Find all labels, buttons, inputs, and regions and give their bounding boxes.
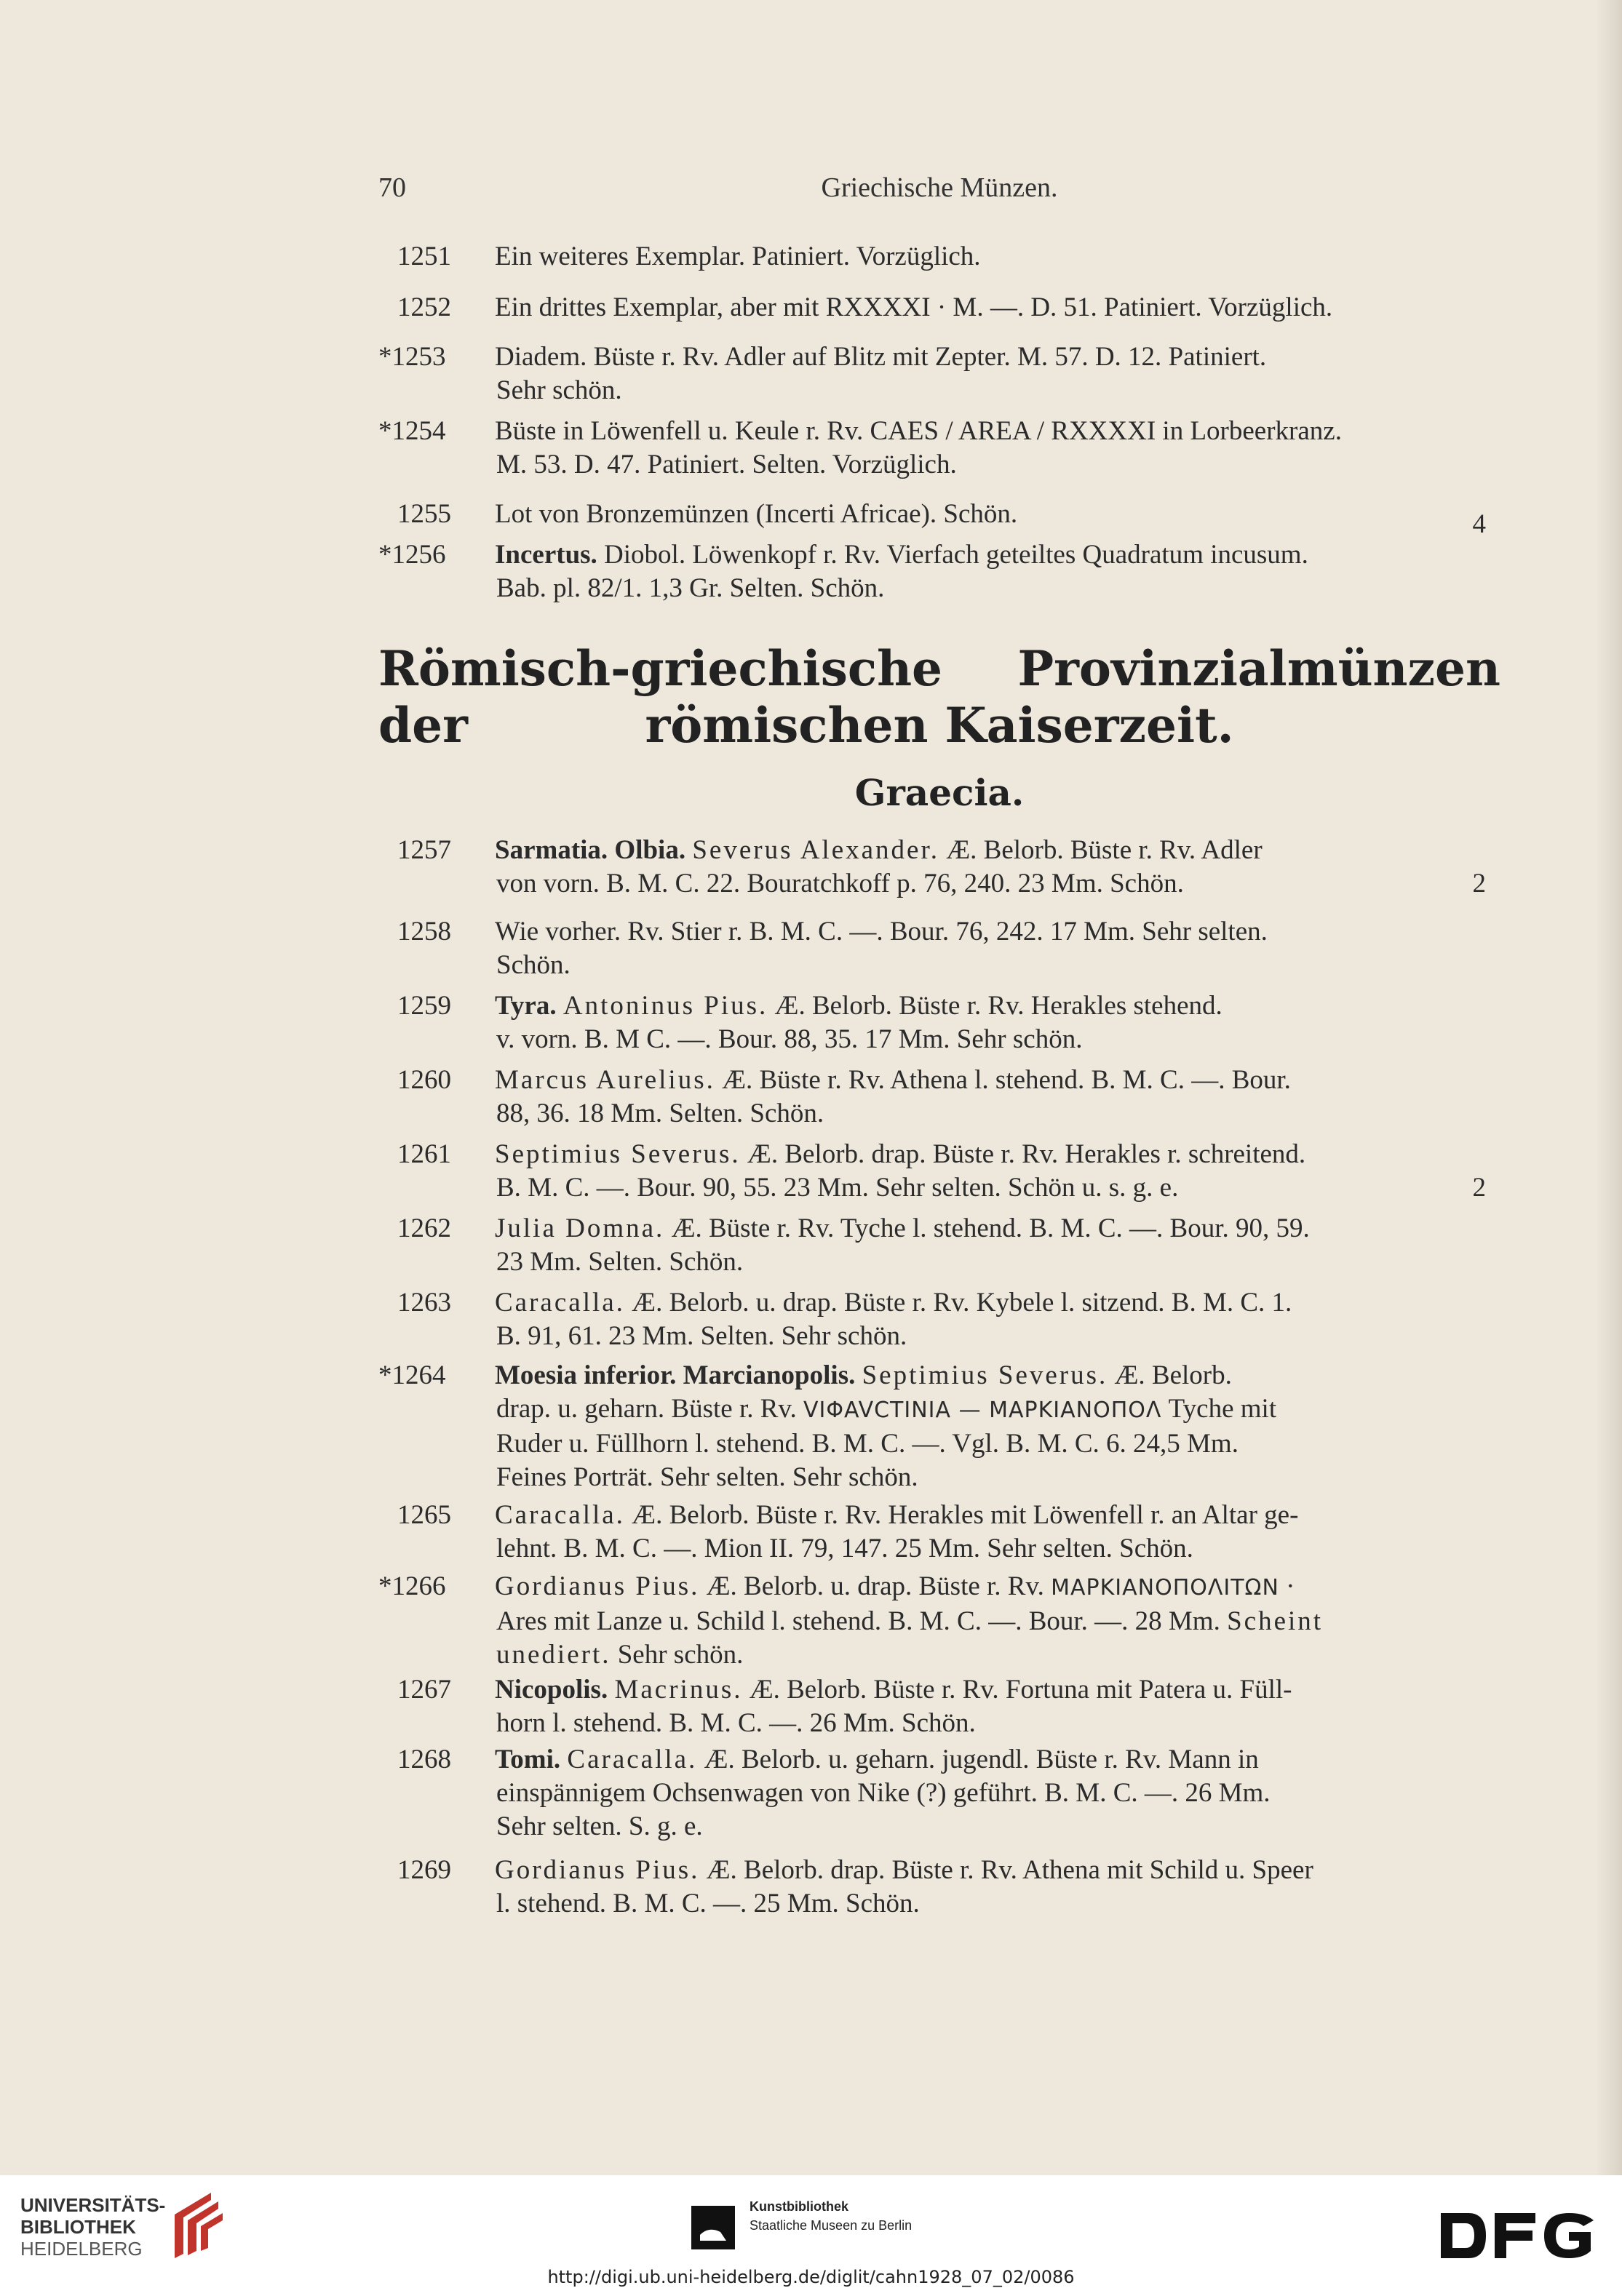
entry-ruler: Caracalla. bbox=[495, 1288, 625, 1318]
catalog-entry bbox=[378, 415, 1500, 482]
entry-ruler: Severus Alexander. bbox=[692, 835, 939, 865]
kb-line1: Kunstbibliothek bbox=[750, 2199, 848, 2214]
entry-ruler: Caracalla. bbox=[567, 1745, 698, 1774]
university-library-logo-text bbox=[20, 2194, 188, 2260]
entry-number: 1262 bbox=[397, 1213, 451, 1243]
entry-text: Æ. Belorb. Büste r. Rv. Fortuna mit Patera u. Füll- bbox=[742, 1675, 1292, 1705]
entry-continuation: einspännigem Ochsenwagen von Nike (?) geführt. B. M. C. —. 26 Mm. bbox=[496, 1778, 1271, 1808]
entry-continuation: Sehr selten. S. g. e. bbox=[496, 1811, 703, 1841]
section-title-line2: römischen Kaiserzeit. bbox=[645, 697, 1234, 754]
dfg-logo-icon bbox=[1441, 2213, 1601, 2258]
entry-ruler: Marcus Aurelius. bbox=[495, 1065, 715, 1095]
entry-place: Sarmatia. Olbia. bbox=[495, 835, 686, 865]
permalink-url[interactable]: http://digi.ub.uni-heidelberg.de/diglit/cahn1928_07_02/0086 bbox=[547, 2267, 1075, 2287]
catalog-entry bbox=[378, 240, 1500, 274]
uni-line2: BIBLIOTHEK bbox=[20, 2216, 136, 2238]
entry-number: 1269 bbox=[397, 1855, 451, 1885]
entry-continuation: l. stehend. B. M. C. —. 25 Mm. Schön. bbox=[496, 1889, 920, 1918]
entry-continuation: B. M. C. —. Bour. 90, 55. 23 Mm. Sehr selten. Schön u. s. g. e. bbox=[496, 1173, 1179, 1203]
catalog-entry bbox=[378, 1570, 1500, 1672]
entry-continuation: 88, 36. 18 Mm. Selten. Schön. bbox=[496, 1099, 824, 1128]
entry-note: Scheint bbox=[1227, 1606, 1324, 1636]
entry-ruler: Gordianus Pius. bbox=[495, 1571, 700, 1601]
entry-text: Büste in Löwenfell u. Keule r. Rv. CAES / AREA / RXXXXI in Lorbeerkranz. bbox=[495, 416, 1342, 446]
entry-place: Nicopolis. bbox=[495, 1675, 608, 1705]
entry-number: 1261 bbox=[397, 1139, 451, 1169]
entry-number: 1263 bbox=[397, 1288, 451, 1318]
page-number: 70 bbox=[378, 172, 406, 203]
greek-legend: MAPKIANOΠOΛITΩN bbox=[1051, 1575, 1279, 1601]
entry-continuation: B. 91, 61. 23 Mm. Selten. Sehr schön. bbox=[496, 1321, 907, 1351]
entry-text: Æ. Belorb. u. geharn. jugendl. Büste r. Rv. Mann in bbox=[697, 1745, 1259, 1774]
entry-text: Æ. Büste r. Rv. Tyche l. stehend. B. M. C. —. Bour. 90, 59. bbox=[664, 1213, 1310, 1243]
section-subtitle: Graecia. bbox=[854, 771, 1025, 814]
entry-number: 1251 bbox=[397, 242, 451, 271]
entry-number: *1254 bbox=[378, 416, 446, 446]
kunstbibliothek-label bbox=[750, 2197, 912, 2235]
entry-place: Tyra. bbox=[495, 991, 557, 1021]
entry-place: Tomi. bbox=[495, 1745, 561, 1774]
university-logo-icon bbox=[167, 2185, 226, 2261]
entry-number: *1256 bbox=[378, 540, 446, 570]
entry-text: Æ. Belorb. u. drap. Büste r. Rv. bbox=[699, 1571, 1044, 1601]
entry-number: *1266 bbox=[378, 1571, 446, 1601]
catalog-entry bbox=[378, 538, 1500, 605]
entry-place: Incertus. bbox=[495, 540, 597, 570]
section-title-line1: Römisch-griechische Provinzialmünzen der bbox=[378, 640, 1500, 754]
entry-continuation: Bab. pl. 82/1. 1,3 Gr. Selten. Schön. bbox=[496, 573, 885, 603]
entry-text: Æ. Belorb. Büste r. Rv. Herakles stehend. bbox=[768, 991, 1223, 1021]
entry-ruler: Macrinus. bbox=[614, 1675, 743, 1705]
entry-text: · bbox=[1279, 1571, 1295, 1601]
catalog-entry bbox=[378, 340, 1500, 407]
entry-number: 1258 bbox=[397, 917, 451, 946]
viewer-footer bbox=[0, 2175, 1622, 2296]
entry-continuation: horn l. stehend. B. M. C. —. 26 Mm. Schön. bbox=[496, 1708, 976, 1738]
entry-text: Æ. Belorb. Büste r. Rv. Adler bbox=[939, 835, 1263, 865]
entry-number: 1259 bbox=[397, 991, 451, 1021]
entry-text: Ein drittes Exemplar, aber mit RXXXXI · M. —. D. 51. Patiniert. Vorzüglich. bbox=[495, 292, 1333, 322]
entry-text: Æ. Belorb. drap. Büste r. Rv. Athena mit Schild u. Speer bbox=[699, 1855, 1313, 1885]
catalog-entry bbox=[378, 1743, 1500, 1843]
entry-price: 2 bbox=[1472, 1173, 1486, 1203]
catalog-entry bbox=[378, 1138, 1500, 1205]
entry-text: Æ. Büste r. Rv. Athena l. stehend. B. M. C. —. Bour. bbox=[715, 1065, 1291, 1095]
catalog-entry bbox=[378, 834, 1500, 901]
entry-number: *1253 bbox=[378, 342, 446, 372]
entry-number: 1265 bbox=[397, 1500, 451, 1530]
uni-line3: HEIDELBERG bbox=[20, 2238, 143, 2260]
entry-place: Moesia inferior. Marcianopolis. bbox=[495, 1360, 856, 1390]
entry-continuation: Feines Porträt. Sehr selten. Sehr schön. bbox=[496, 1462, 918, 1492]
entry-ruler: Gordianus Pius. bbox=[495, 1855, 700, 1885]
entry-text: Æ. Belorb. u. drap. Büste r. Rv. Kybele l. sitzend. B. M. C. 1. bbox=[624, 1288, 1292, 1318]
kb-line2: Staatliche Museen zu Berlin bbox=[750, 2218, 913, 2233]
uni-line1: UNIVERSITÄTS- bbox=[20, 2194, 166, 2216]
entry-ruler: Antoninus Pius. bbox=[562, 991, 768, 1021]
catalog-entry bbox=[378, 1286, 1500, 1353]
entry-ruler: Julia Domna. bbox=[495, 1213, 665, 1243]
entry-text: Æ. Belorb. bbox=[1108, 1360, 1232, 1390]
entry-continuation: Schön. bbox=[496, 950, 571, 980]
entry-continuation: 23 Mm. Selten. Schön. bbox=[496, 1247, 744, 1277]
entry-continuation: Sehr schön. bbox=[496, 375, 622, 405]
entry-text: Wie vorher. Rv. Stier r. B. M. C. —. Bour. 76, 242. 17 Mm. Sehr selten. bbox=[495, 917, 1268, 946]
entry-number: 1268 bbox=[397, 1745, 451, 1774]
page-header bbox=[378, 172, 1500, 215]
entry-text: Ares mit Lanze u. Schild l. stehend. B. M. C. —. Bour. —. 28 Mm. bbox=[496, 1606, 1220, 1636]
greek-legend: VIΦAVCTINIA — MAPKIANOΠOΛ bbox=[803, 1398, 1162, 1423]
entry-continuation: M. 53. D. 47. Patiniert. Selten. Vorzüglich. bbox=[496, 450, 957, 479]
entry-continuation: Ruder u. Füllhorn l. stehend. B. M. C. —. Vgl. B. M. C. 6. 24,5 Mm. bbox=[496, 1429, 1239, 1459]
entry-text: Lot von Bronzemünzen (Incerti Africae). Schön. bbox=[495, 499, 1018, 529]
entry-note: unediert. bbox=[496, 1640, 611, 1670]
entry-text: drap. u. geharn. Büste r. Rv. bbox=[496, 1394, 797, 1424]
entry-number: 1267 bbox=[397, 1675, 451, 1705]
catalog-entry bbox=[378, 989, 1500, 1056]
entry-price: 4 bbox=[1472, 509, 1486, 539]
catalog-entry bbox=[378, 498, 1500, 539]
catalog-entry bbox=[378, 1359, 1500, 1494]
catalog-entry bbox=[378, 291, 1500, 324]
entry-number: *1264 bbox=[378, 1360, 446, 1390]
entry-number: 1260 bbox=[397, 1065, 451, 1095]
kunstbibliothek-logo-icon bbox=[691, 2206, 735, 2249]
running-title: Griechische Münzen. bbox=[821, 172, 1058, 203]
page-edge bbox=[1596, 0, 1622, 2175]
entry-number: 1255 bbox=[397, 499, 451, 529]
catalog-entry bbox=[378, 1212, 1500, 1279]
entry-number: 1252 bbox=[397, 292, 451, 322]
entry-text: Tyche mit bbox=[1161, 1394, 1277, 1424]
entry-text: Ein weiteres Exemplar. Patiniert. Vorzüglich. bbox=[495, 242, 981, 271]
entry-text: Diadem. Büste r. Rv. Adler auf Blitz mit Zepter. M. 57. D. 12. Patiniert. bbox=[495, 342, 1267, 372]
catalog-entry bbox=[378, 1499, 1500, 1566]
entry-continuation: lehnt. B. M. C. —. Mion II. 79, 147. 25 Mm. Sehr selten. Schön. bbox=[496, 1534, 1193, 1563]
catalog-entry bbox=[378, 915, 1500, 982]
entry-ruler: Septimius Severus. bbox=[495, 1139, 741, 1169]
entry-number: 1257 bbox=[397, 835, 451, 865]
entry-ruler: Caracalla. bbox=[495, 1500, 625, 1530]
entry-price: 2 bbox=[1472, 869, 1486, 898]
catalog-entry bbox=[378, 1673, 1500, 1740]
entry-text: Æ. Belorb. drap. Büste r. Rv. Herakles r. schreitend. bbox=[740, 1139, 1306, 1169]
entry-ruler: Septimius Severus. bbox=[862, 1360, 1108, 1390]
entry-text: Diobol. Löwenkopf r. Rv. Vierfach geteiltes Quadratum incusum. bbox=[597, 540, 1308, 570]
entry-text: Sehr schön. bbox=[611, 1640, 744, 1670]
entry-continuation: v. vorn. B. M C. —. Bour. 88, 35. 17 Mm. Sehr schön. bbox=[496, 1024, 1083, 1054]
entry-continuation: von vorn. B. M. C. 22. Bouratchkoff p. 76, 240. 23 Mm. Schön. bbox=[496, 869, 1184, 898]
catalog-entry bbox=[378, 1064, 1500, 1131]
catalog-entry bbox=[378, 1854, 1500, 1921]
entry-text: Æ. Belorb. Büste r. Rv. Herakles mit Löwenfell r. an Altar ge- bbox=[624, 1500, 1299, 1530]
